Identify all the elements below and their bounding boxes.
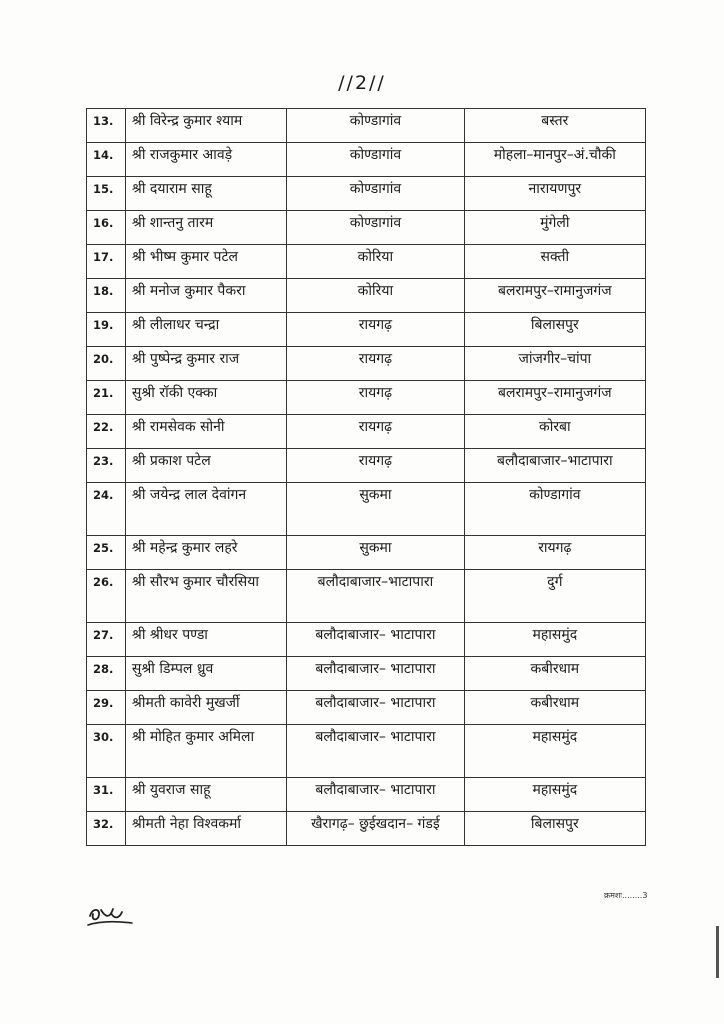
officer-name: श्री पुष्पेन्द्र कुमार राज: [125, 347, 286, 381]
transfer-district: कबीरधाम: [464, 657, 645, 691]
transfer-district: कोण्डागांव: [464, 483, 645, 536]
serial-number: 16.: [87, 211, 126, 245]
officer-name: श्री राजकुमार आवड़े: [125, 143, 286, 177]
transfer-district: बलौदाबाजार–भाटापारा: [464, 449, 645, 483]
current-district: रायगढ़: [287, 347, 464, 381]
serial-number: 28.: [87, 657, 126, 691]
officer-name: श्री प्रकाश पटेल: [125, 449, 286, 483]
officer-name: श्री दयाराम साहू: [125, 177, 286, 211]
officer-name: श्री महेन्द्र कुमार लहरे: [125, 536, 286, 570]
current-district: बलौदाबाजार– भाटापारा: [287, 691, 464, 725]
current-district: कोण्डागांव: [287, 143, 464, 177]
page-number: //2//: [338, 72, 386, 94]
serial-number: 32.: [87, 812, 126, 846]
transfer-district: महासमुंद: [464, 778, 645, 812]
table-row: [87, 536, 646, 570]
table-row: [87, 657, 646, 691]
current-district: कोण्डागांव: [287, 109, 464, 143]
current-district: सुकमा: [287, 536, 464, 570]
current-district: बलौदाबाजार–भाटापारा: [287, 570, 464, 623]
table-row: [87, 449, 646, 483]
serial-number: 18.: [87, 279, 126, 313]
serial-number: 15.: [87, 177, 126, 211]
table-row: [87, 245, 646, 279]
transfer-district: बलरामपुर–रामानुजगंज: [464, 279, 645, 313]
serial-number: 25.: [87, 536, 126, 570]
serial-number: 26.: [87, 570, 126, 623]
serial-number: 14.: [87, 143, 126, 177]
table-row: [87, 347, 646, 381]
transfer-district: सक्ती: [464, 245, 645, 279]
serial-number: 29.: [87, 691, 126, 725]
handwritten-initials-icon: [86, 904, 136, 930]
transfer-district: मोहला–मानपुर–अं.चौकी: [464, 143, 645, 177]
table-row: [87, 211, 646, 245]
current-district: रायगढ़: [287, 449, 464, 483]
officer-name: श्री युवराज साहू: [125, 778, 286, 812]
transfer-district: कोरबा: [464, 415, 645, 449]
transfer-table: [86, 108, 646, 846]
current-district: बलौदाबाजार– भाटापारा: [287, 725, 464, 778]
officer-name: श्रीमती कावेरी मुखर्जी: [125, 691, 286, 725]
transfer-district: बलरामपुर–रामानुजगंज: [464, 381, 645, 415]
transfer-district: बस्तर: [464, 109, 645, 143]
table-row: [87, 570, 646, 623]
officer-name: श्री रामसेवक सोनी: [125, 415, 286, 449]
current-district: कोरिया: [287, 279, 464, 313]
officer-name: श्री विरेन्द्र कुमार श्याम: [125, 109, 286, 143]
officer-name: सुश्री डिम्पल ध्रुव: [125, 657, 286, 691]
table-row: [87, 778, 646, 812]
serial-number: 23.: [87, 449, 126, 483]
serial-number: 17.: [87, 245, 126, 279]
serial-number: 30.: [87, 725, 126, 778]
officer-name: श्री जयेन्द्र लाल देवांगन: [125, 483, 286, 536]
transfer-district: बिलासपुर: [464, 812, 645, 846]
transfer-district: कबीरधाम: [464, 691, 645, 725]
current-district: कोरिया: [287, 245, 464, 279]
current-district: रायगढ़: [287, 381, 464, 415]
table-row: [87, 812, 646, 846]
serial-number: 27.: [87, 623, 126, 657]
transfer-district: रायगढ़: [464, 536, 645, 570]
table-row: [87, 177, 646, 211]
serial-number: 19.: [87, 313, 126, 347]
scan-edge-mark: [716, 926, 719, 978]
officer-name: श्री सौरभ कुमार चौरसिया: [125, 570, 286, 623]
officer-name: श्री शान्तनु तारम: [125, 211, 286, 245]
current-district: बलौदाबाजार– भाटापारा: [287, 623, 464, 657]
transfer-district: बिलासपुर: [464, 313, 645, 347]
officer-name: श्री भीष्म कुमार पटेल: [125, 245, 286, 279]
officer-name: श्री श्रीधर पण्डा: [125, 623, 286, 657]
officer-name: श्री लीलाधर चन्द्रा: [125, 313, 286, 347]
table-row: [87, 279, 646, 313]
officer-name: श्री मोहित कुमार अमिला: [125, 725, 286, 778]
table-row: [87, 483, 646, 536]
current-district: बलौदाबाजार– भाटापारा: [287, 657, 464, 691]
serial-number: 20.: [87, 347, 126, 381]
table-row: [87, 313, 646, 347]
current-district: कोण्डागांव: [287, 177, 464, 211]
transfer-district: दुर्ग: [464, 570, 645, 623]
officer-name: श्री मनोज कुमार पैकरा: [125, 279, 286, 313]
current-district: रायगढ़: [287, 313, 464, 347]
serial-number: 31.: [87, 778, 126, 812]
officer-name: श्रीमती नेहा विश्वकर्मा: [125, 812, 286, 846]
current-district: रायगढ़: [287, 415, 464, 449]
serial-number: 22.: [87, 415, 126, 449]
table-row: [87, 109, 646, 143]
table-row: [87, 143, 646, 177]
current-district: सुकमा: [287, 483, 464, 536]
table-row: [87, 415, 646, 449]
transfer-district: महासमुंद: [464, 725, 645, 778]
serial-number: 21.: [87, 381, 126, 415]
transfer-district: नारायणपुर: [464, 177, 645, 211]
table-row: [87, 623, 646, 657]
current-district: बलौदाबाजार– भाटापारा: [287, 778, 464, 812]
serial-number: 24.: [87, 483, 126, 536]
officer-name: सुश्री रॉकी एक्का: [125, 381, 286, 415]
current-district: कोण्डागांव: [287, 211, 464, 245]
table-row: [87, 725, 646, 778]
transfer-district: जांजगीर–चांपा: [464, 347, 645, 381]
transfer-district: महासमुंद: [464, 623, 645, 657]
serial-number: 13.: [87, 109, 126, 143]
transfer-district: मुंगेली: [464, 211, 645, 245]
current-district: खैरागढ़– छुईखदान– गंडई: [287, 812, 464, 846]
table-row: [87, 381, 646, 415]
continued-note: क्रमशः........3: [604, 891, 648, 900]
table-row: [87, 691, 646, 725]
